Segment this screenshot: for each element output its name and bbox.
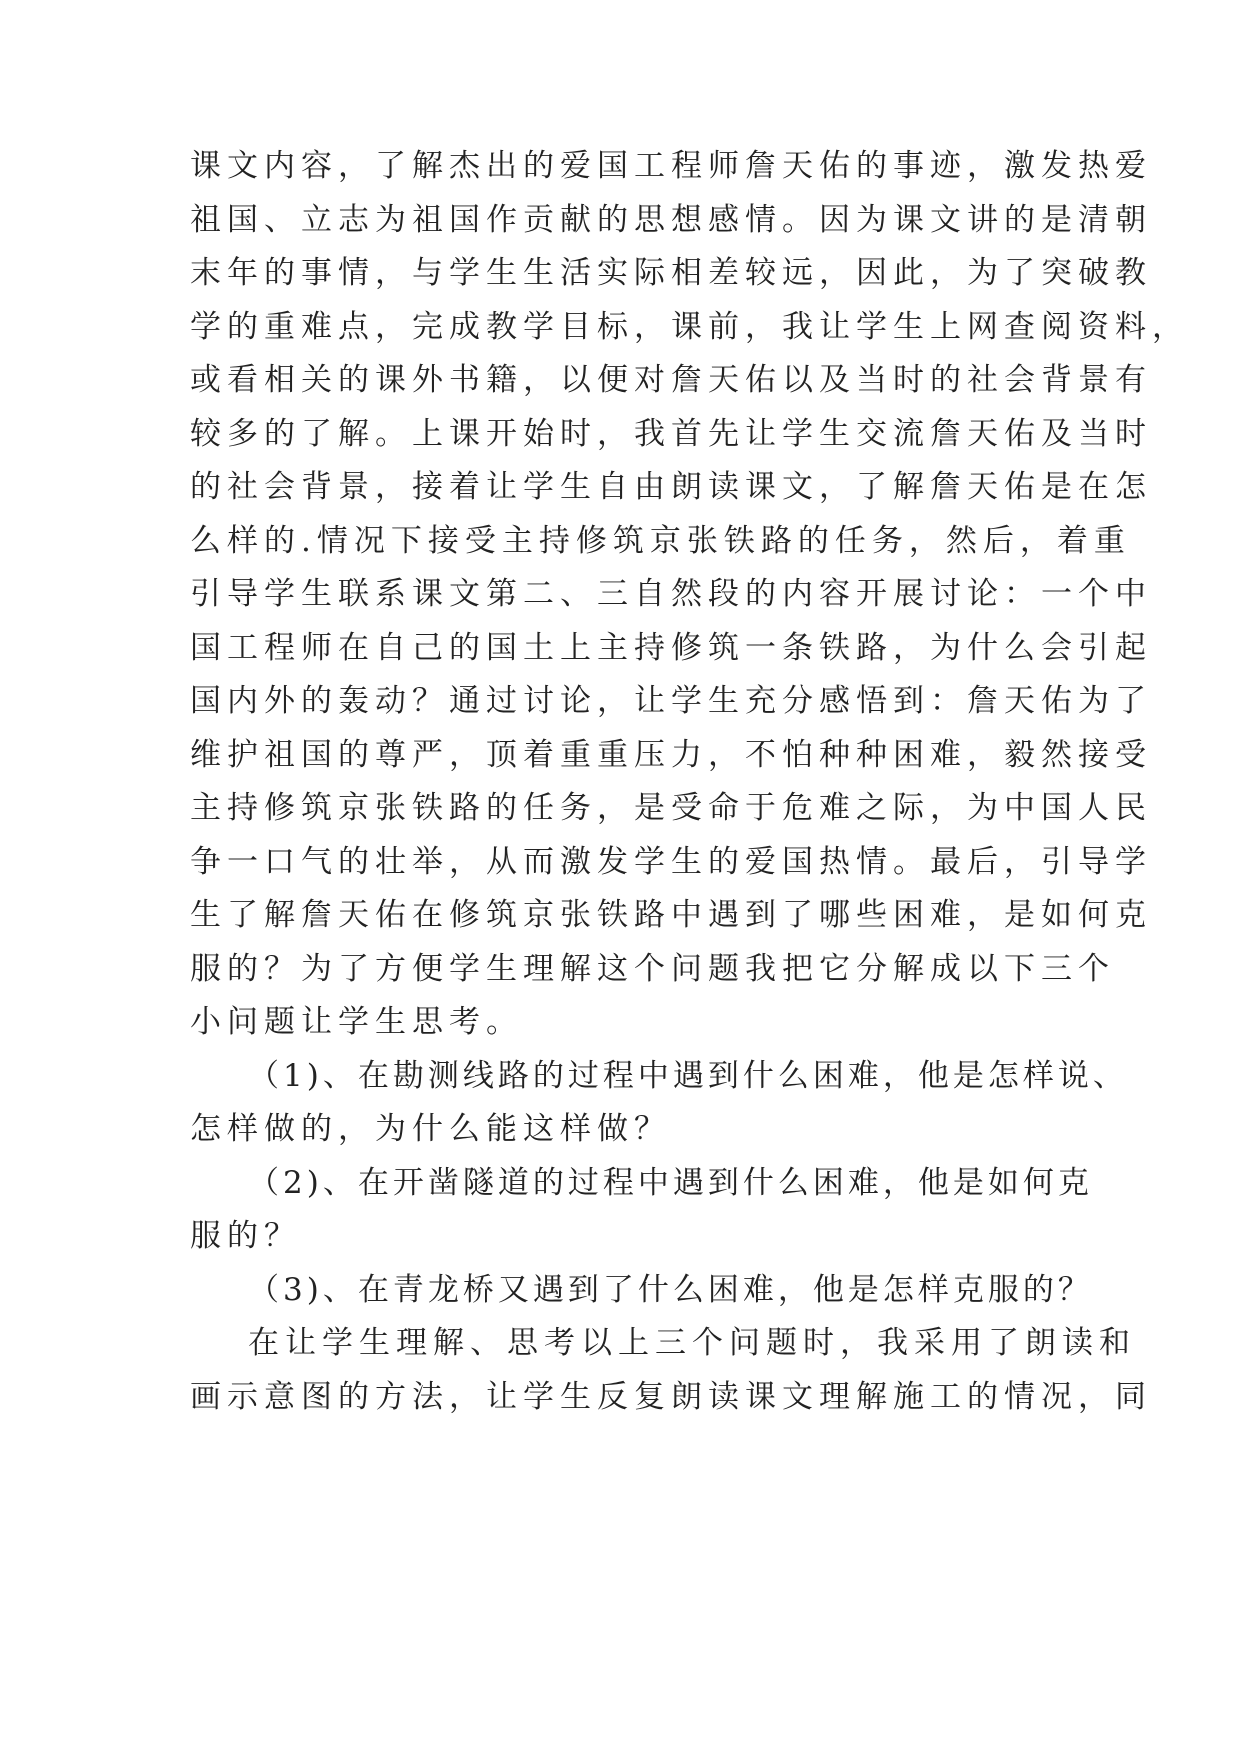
text-line: 生了解詹天佑在修筑京张铁路中遇到了哪些困难，是如何克 — [190, 897, 1152, 933]
text-line: 争一口气的壮举，从而激发学生的爱国热情。最后，引导学 — [190, 843, 1152, 880]
question-1-line: （1)、在勘测线路的过程中遇到什么困难，他是怎样说、 — [248, 1057, 1128, 1094]
text-line: 国内外的轰动？通过讨论，让学生充分感悟到：詹天佑为了 — [190, 683, 1152, 719]
text-line: 祖国、立志为祖国作贡献的思想感情。因为课文讲的是清朝 — [190, 201, 1152, 238]
text-line: 主持修筑京张铁路的任务，是受命于危难之际，为中国人民 — [190, 790, 1152, 826]
text-line: 画示意图的方法，让学生反复朗读课文理解施工的情况，同 — [190, 1378, 1152, 1415]
text-line: 小问题让学生思考。 — [190, 1004, 523, 1040]
text-line: 怎样做的，为什么能这样做？ — [190, 1111, 671, 1147]
text-line: 学的重难点，完成教学目标，课前，我让学生上网查阅资料， — [190, 308, 1189, 345]
text-line: 较多的了解。上课开始时，我首先让学生交流詹天佑及当时 — [190, 415, 1152, 452]
document-body — [190, 140, 1189, 1424]
text-line: 课文内容，了解杰出的爱国工程师詹天佑的事迹，激发热爱 — [190, 148, 1152, 184]
question-3-line: （3)、在青龙桥又遇到了什么困难，他是怎样克服的？ — [248, 1271, 1093, 1308]
text-line: 或看相关的课外书籍，以便对詹天佑以及当时的社会背景有 — [190, 362, 1152, 398]
text-line: 服的？ — [190, 1218, 301, 1254]
text-line: 国工程师在自己的国土上主持修筑一条铁路，为什么会引起 — [190, 629, 1152, 666]
text-line: 引导学生联系课文第二、三自然段的内容开展讨论：一个中 — [190, 576, 1152, 612]
question-2-line: （2)、在开凿隧道的过程中遇到什么困难，他是如何克 — [248, 1164, 1093, 1201]
paragraph-start-line: 在让学生理解、思考以上三个问题时，我采用了朗读和 — [248, 1325, 1136, 1361]
text-line: 服的？为了方便学生理解这个问题我把它分解成以下三个 — [190, 950, 1115, 987]
text-line: 末年的事情，与学生生活实际相差较远，因此，为了突破教 — [190, 255, 1152, 291]
text-line: 的社会背景，接着让学生自由朗读课文，了解詹天佑是在怎 — [190, 469, 1152, 505]
text-line: 么样的.情况下接受主持修筑京张铁路的任务，然后，着重 — [190, 522, 1131, 559]
text-line: 维护祖国的尊严，顶着重重压力，不怕种种困难，毅然接受 — [190, 736, 1152, 773]
